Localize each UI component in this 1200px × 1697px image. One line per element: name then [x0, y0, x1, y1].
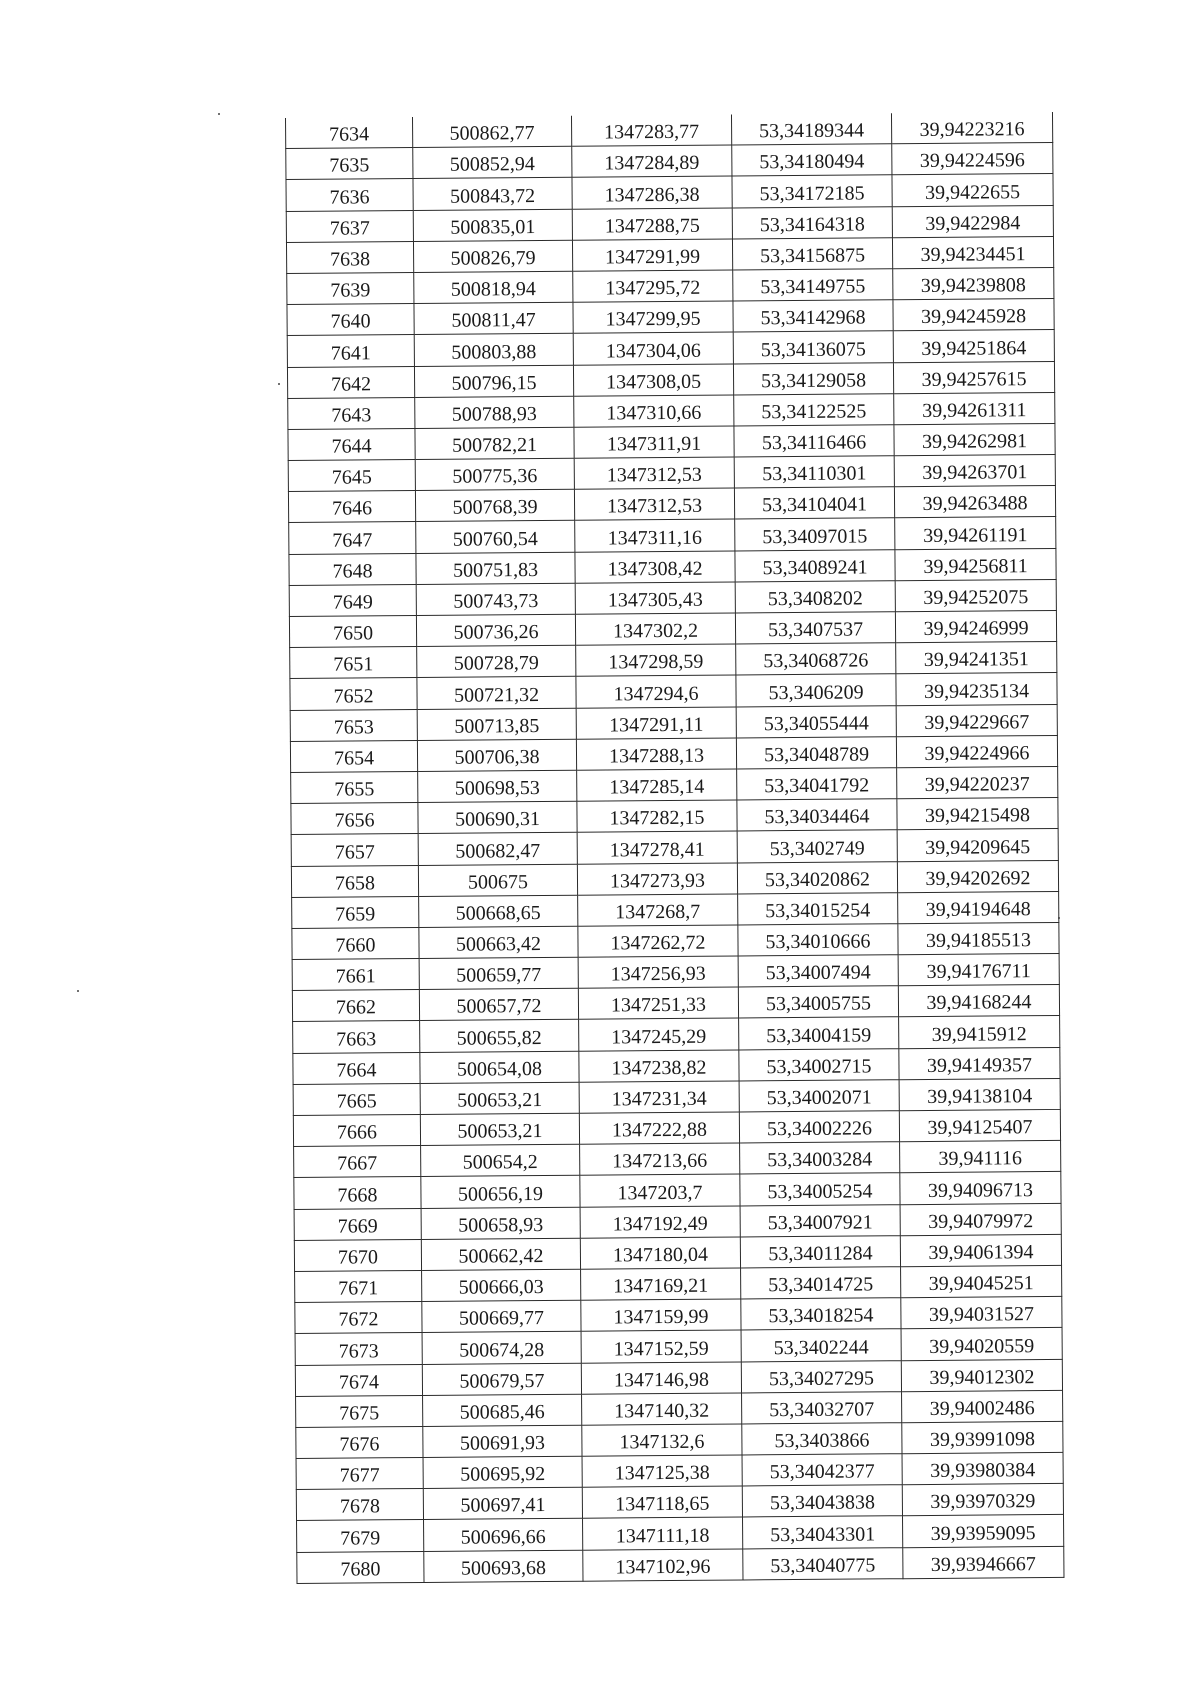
x-coordinate-cell: 500675 [418, 864, 577, 896]
x-coordinate-cell: 500662,42 [421, 1238, 580, 1270]
latitude-cell: 53,3406209 [736, 674, 896, 706]
y-coordinate-cell: 1347180,04 [580, 1237, 740, 1269]
longitude-cell: 39,94263701 [894, 455, 1055, 487]
latitude-cell: 53,34011284 [740, 1235, 900, 1267]
point-number-cell: 7646 [288, 491, 415, 523]
longitude-cell: 39,94215498 [897, 798, 1058, 830]
longitude-cell: 39,94168244 [898, 985, 1059, 1017]
y-coordinate-cell: 1347213,66 [580, 1143, 740, 1175]
longitude-cell: 39,94252075 [895, 579, 1056, 611]
longitude-cell: 39,94251864 [893, 330, 1054, 362]
latitude-cell: 53,34149755 [733, 269, 893, 301]
longitude-cell: 39,94224596 [892, 143, 1053, 175]
x-coordinate-cell: 500743,73 [416, 583, 575, 615]
latitude-cell: 53,3408202 [735, 581, 895, 613]
point-number-cell: 7641 [287, 335, 414, 367]
x-coordinate-cell: 500663,42 [419, 926, 578, 958]
latitude-cell: 53,34136075 [733, 331, 893, 363]
x-coordinate-cell: 500796,15 [414, 365, 573, 397]
y-coordinate-cell: 1347146,98 [581, 1361, 741, 1393]
point-number-cell: 7667 [294, 1146, 421, 1178]
point-number-cell: 7671 [295, 1270, 422, 1302]
longitude-cell: 39,93980384 [902, 1452, 1063, 1484]
y-coordinate-cell: 1347238,82 [579, 1050, 739, 1082]
table-row [297, 1546, 1064, 1583]
point-number-cell: 7661 [292, 959, 419, 991]
longitude-cell: 39,94261311 [894, 392, 1055, 424]
y-coordinate-cell: 1347282,15 [577, 800, 737, 832]
point-number-cell: 7649 [289, 584, 416, 616]
longitude-cell: 39,94220237 [897, 766, 1058, 798]
x-coordinate-cell: 500835,01 [413, 209, 572, 241]
longitude-cell: 39,94185513 [898, 922, 1059, 954]
y-coordinate-cell: 1347118,65 [582, 1486, 742, 1518]
x-coordinate-cell: 500862,77 [412, 116, 571, 148]
longitude-cell: 39,94262981 [894, 423, 1055, 455]
latitude-cell: 53,3407537 [735, 612, 895, 644]
x-coordinate-cell: 500751,83 [416, 552, 575, 584]
x-coordinate-cell: 500659,77 [419, 957, 578, 989]
latitude-cell: 53,34040775 [743, 1547, 903, 1579]
latitude-cell: 53,34041792 [737, 768, 897, 800]
y-coordinate-cell: 1347308,42 [575, 551, 735, 583]
latitude-cell: 53,34018254 [741, 1298, 901, 1330]
longitude-cell: 39,93946667 [903, 1546, 1064, 1578]
longitude-cell: 39,9422655 [892, 174, 1053, 206]
latitude-cell: 53,34048789 [736, 736, 896, 768]
x-coordinate-cell: 500654,2 [421, 1144, 580, 1176]
y-coordinate-cell: 1347299,95 [573, 301, 733, 333]
longitude-cell: 39,94235134 [896, 673, 1057, 705]
point-number-cell: 7675 [296, 1395, 423, 1427]
longitude-cell: 39,94125407 [899, 1109, 1060, 1141]
latitude-cell: 53,34164318 [732, 206, 892, 238]
latitude-cell: 53,34180494 [732, 144, 892, 176]
y-coordinate-cell: 1347111,18 [583, 1517, 743, 1549]
longitude-cell: 39,94002486 [902, 1390, 1063, 1422]
x-coordinate-cell: 500768,39 [415, 489, 574, 521]
y-coordinate-cell: 1347268,7 [578, 894, 738, 926]
point-number-cell: 7679 [297, 1520, 424, 1552]
longitude-cell: 39,93970329 [902, 1484, 1063, 1516]
x-coordinate-cell: 500775,36 [415, 458, 574, 490]
point-number-cell: 7662 [292, 990, 419, 1022]
x-coordinate-cell: 500691,93 [423, 1425, 582, 1457]
y-coordinate-cell: 1347278,41 [577, 831, 737, 863]
point-number-cell: 7636 [286, 179, 413, 211]
y-coordinate-cell: 1347308,05 [573, 363, 733, 395]
latitude-cell: 53,34004159 [739, 1017, 899, 1049]
point-number-cell: 7648 [289, 553, 416, 585]
latitude-cell: 53,34027295 [741, 1360, 901, 1392]
latitude-cell: 53,34014725 [741, 1267, 901, 1299]
latitude-cell: 53,34007494 [738, 955, 898, 987]
point-number-cell: 7666 [293, 1114, 420, 1146]
x-coordinate-cell: 500653,21 [420, 1113, 579, 1145]
y-coordinate-cell: 1347140,32 [582, 1393, 742, 1425]
latitude-cell: 53,34104041 [734, 487, 894, 519]
point-number-cell: 7643 [288, 397, 415, 429]
x-coordinate-cell: 500668,65 [419, 895, 578, 927]
latitude-cell: 53,34068726 [736, 643, 896, 675]
y-coordinate-cell: 1347132,6 [582, 1424, 742, 1456]
point-number-cell: 7657 [291, 834, 418, 866]
y-coordinate-cell: 1347312,53 [574, 457, 734, 489]
longitude-cell: 39,94194648 [898, 891, 1059, 923]
y-coordinate-cell: 1347222,88 [579, 1112, 739, 1144]
longitude-cell: 39,94241351 [896, 642, 1057, 674]
latitude-cell: 53,3402749 [737, 830, 897, 862]
y-coordinate-cell: 1347285,14 [577, 769, 737, 801]
latitude-cell: 53,3403866 [742, 1423, 902, 1455]
x-coordinate-cell: 500654,08 [420, 1051, 579, 1083]
y-coordinate-cell: 1347311,16 [575, 519, 735, 551]
latitude-cell: 53,34002071 [739, 1080, 899, 1112]
point-number-cell: 7653 [290, 709, 417, 741]
y-coordinate-cell: 1347291,99 [572, 239, 732, 271]
x-coordinate-cell: 500803,88 [414, 334, 573, 366]
longitude-cell: 39,94202692 [897, 860, 1058, 892]
point-number-cell: 7659 [292, 896, 419, 928]
latitude-cell: 53,34122525 [734, 393, 894, 425]
y-coordinate-cell: 1347262,72 [578, 925, 738, 957]
x-coordinate-cell: 500685,46 [423, 1394, 582, 1426]
point-number-cell: 7678 [296, 1489, 423, 1521]
longitude-cell: 39,94263488 [894, 486, 1055, 518]
latitude-cell: 53,34002715 [739, 1048, 899, 1080]
y-coordinate-cell: 1347310,66 [574, 395, 734, 427]
latitude-cell: 53,34129058 [733, 362, 893, 394]
longitude-cell: 39,94239808 [893, 267, 1054, 299]
point-number-cell: 7665 [293, 1083, 420, 1115]
y-coordinate-cell: 1347302,2 [575, 613, 735, 645]
point-number-cell: 7670 [294, 1239, 421, 1271]
point-number-cell: 7651 [290, 647, 417, 679]
longitude-cell: 39,94096713 [900, 1172, 1061, 1204]
latitude-cell: 53,34015254 [738, 892, 898, 924]
latitude-cell: 53,34055444 [736, 705, 896, 737]
longitude-cell: 39,94138104 [899, 1078, 1060, 1110]
y-coordinate-cell: 1347152,59 [581, 1330, 741, 1362]
longitude-cell: 39,94061394 [900, 1234, 1061, 1266]
latitude-cell: 53,34110301 [734, 456, 894, 488]
latitude-cell: 53,34032707 [742, 1391, 902, 1423]
x-coordinate-cell: 500697,41 [423, 1487, 582, 1519]
point-number-cell: 7656 [291, 803, 418, 835]
longitude-cell: 39,94256811 [895, 548, 1056, 580]
latitude-cell: 53,34116466 [734, 425, 894, 457]
y-coordinate-cell: 1347298,59 [576, 644, 736, 676]
x-coordinate-cell: 500669,77 [422, 1300, 581, 1332]
y-coordinate-cell: 1347192,49 [580, 1206, 740, 1238]
y-coordinate-cell: 1347284,89 [572, 145, 732, 177]
point-number-cell: 7680 [297, 1551, 424, 1583]
longitude-cell: 39,94229667 [896, 704, 1057, 736]
x-coordinate-cell: 500656,19 [421, 1176, 580, 1208]
latitude-cell: 53,34043301 [743, 1516, 903, 1548]
point-number-cell: 7650 [289, 615, 416, 647]
longitude-cell: 39,93959095 [902, 1515, 1063, 1547]
point-number-cell: 7640 [287, 304, 414, 336]
longitude-cell: 39,94234451 [892, 236, 1053, 268]
y-coordinate-cell: 1347102,96 [583, 1549, 743, 1581]
x-coordinate-cell: 500674,28 [422, 1332, 581, 1364]
x-coordinate-cell: 500657,72 [419, 988, 578, 1020]
latitude-cell: 53,34010666 [738, 924, 898, 956]
point-number-cell: 7668 [294, 1177, 421, 1209]
point-number-cell: 7654 [290, 740, 417, 772]
x-coordinate-cell: 500695,92 [423, 1456, 582, 1488]
scan-speck [218, 113, 220, 115]
longitude-cell: 39,941116 [900, 1141, 1061, 1173]
y-coordinate-cell: 1347169,21 [581, 1268, 741, 1300]
longitude-cell: 39,94224966 [896, 735, 1057, 767]
point-number-cell: 7635 [286, 148, 413, 180]
latitude-cell: 53,34156875 [732, 237, 892, 269]
longitude-cell: 39,94261191 [895, 517, 1056, 549]
x-coordinate-cell: 500713,85 [417, 708, 576, 740]
latitude-cell: 53,34005755 [738, 986, 898, 1018]
x-coordinate-cell: 500782,21 [415, 427, 574, 459]
y-coordinate-cell: 1347231,34 [579, 1081, 739, 1113]
point-number-cell: 7638 [286, 241, 413, 273]
latitude-cell: 53,3402244 [741, 1329, 901, 1361]
x-coordinate-cell: 500721,32 [417, 677, 576, 709]
y-coordinate-cell: 1347256,93 [578, 956, 738, 988]
latitude-cell: 53,34034464 [737, 799, 897, 831]
coordinates-table-body [285, 112, 1063, 1583]
x-coordinate-cell: 500679,57 [422, 1363, 581, 1395]
latitude-cell: 53,34005254 [740, 1173, 900, 1205]
latitude-cell: 53,34020862 [737, 861, 897, 893]
y-coordinate-cell: 1347125,38 [582, 1455, 742, 1487]
point-number-cell: 7663 [293, 1021, 420, 1053]
x-coordinate-cell: 500811,47 [414, 302, 573, 334]
y-coordinate-cell: 1347245,29 [579, 1018, 739, 1050]
x-coordinate-cell: 500788,93 [415, 396, 574, 428]
y-coordinate-cell: 1347295,72 [573, 270, 733, 302]
point-number-cell: 7672 [295, 1302, 422, 1334]
point-number-cell: 7677 [296, 1458, 423, 1490]
x-coordinate-cell: 500693,68 [424, 1550, 583, 1582]
y-coordinate-cell: 1347304,06 [573, 332, 733, 364]
longitude-cell: 39,94045251 [901, 1265, 1062, 1297]
point-number-cell: 7647 [289, 522, 416, 554]
y-coordinate-cell: 1347286,38 [572, 176, 732, 208]
x-coordinate-cell: 500658,93 [421, 1207, 580, 1239]
longitude-cell: 39,9415912 [899, 1016, 1060, 1048]
point-number-cell: 7660 [292, 927, 419, 959]
x-coordinate-cell: 500728,79 [417, 645, 576, 677]
longitude-cell: 39,94176711 [898, 954, 1059, 986]
longitude-cell: 39,94223216 [891, 112, 1052, 144]
y-coordinate-cell: 1347283,77 [571, 114, 731, 146]
x-coordinate-cell: 500655,82 [420, 1020, 579, 1052]
y-coordinate-cell: 1347312,53 [574, 488, 734, 520]
y-coordinate-cell: 1347159,99 [581, 1299, 741, 1331]
x-coordinate-cell: 500826,79 [413, 240, 572, 272]
y-coordinate-cell: 1347311,91 [574, 426, 734, 458]
latitude-cell: 53,34003284 [740, 1142, 900, 1174]
x-coordinate-cell: 500843,72 [413, 178, 572, 210]
longitude-cell: 39,94020559 [901, 1328, 1062, 1360]
longitude-cell: 39,94246999 [895, 610, 1056, 642]
x-coordinate-cell: 500653,21 [420, 1082, 579, 1114]
point-number-cell: 7637 [286, 210, 413, 242]
point-number-cell: 7669 [294, 1208, 421, 1240]
latitude-cell: 53,34007921 [740, 1204, 900, 1236]
latitude-cell: 53,34089241 [735, 549, 895, 581]
scan-speck [77, 990, 79, 992]
longitude-cell: 39,9422984 [892, 205, 1053, 237]
x-coordinate-cell: 500696,66 [424, 1519, 583, 1551]
y-coordinate-cell: 1347294,6 [576, 675, 736, 707]
coordinates-table [285, 112, 1064, 1584]
y-coordinate-cell: 1347288,13 [576, 738, 736, 770]
point-number-cell: 7664 [293, 1052, 420, 1084]
x-coordinate-cell: 500736,26 [416, 614, 575, 646]
x-coordinate-cell: 500818,94 [414, 271, 573, 303]
longitude-cell: 39,93991098 [902, 1421, 1063, 1453]
point-number-cell: 7644 [288, 428, 415, 460]
y-coordinate-cell: 1347305,43 [575, 582, 735, 614]
point-number-cell: 7634 [285, 117, 412, 149]
longitude-cell: 39,94031527 [901, 1297, 1062, 1329]
longitude-cell: 39,94245928 [893, 299, 1054, 331]
point-number-cell: 7673 [295, 1333, 422, 1365]
point-number-cell: 7658 [291, 865, 418, 897]
x-coordinate-cell: 500698,53 [418, 770, 577, 802]
latitude-cell: 53,34189344 [731, 113, 891, 145]
x-coordinate-cell: 500666,03 [422, 1269, 581, 1301]
longitude-cell: 39,94012302 [901, 1359, 1062, 1391]
x-coordinate-cell: 500682,47 [418, 833, 577, 865]
y-coordinate-cell: 1347203,7 [580, 1174, 740, 1206]
y-coordinate-cell: 1347273,93 [577, 862, 737, 894]
latitude-cell: 53,34042377 [742, 1454, 902, 1486]
point-number-cell: 7655 [291, 771, 418, 803]
latitude-cell: 53,34002226 [739, 1111, 899, 1143]
point-number-cell: 7652 [290, 678, 417, 710]
x-coordinate-cell: 500706,38 [417, 739, 576, 771]
x-coordinate-cell: 500852,94 [413, 146, 572, 178]
longitude-cell: 39,94209645 [897, 829, 1058, 861]
longitude-cell: 39,94079972 [900, 1203, 1061, 1235]
point-number-cell: 7639 [287, 272, 414, 304]
longitude-cell: 39,94257615 [893, 361, 1054, 393]
point-number-cell: 7642 [287, 366, 414, 398]
point-number-cell: 7676 [296, 1426, 423, 1458]
y-coordinate-cell: 1347251,33 [578, 987, 738, 1019]
latitude-cell: 53,34172185 [732, 175, 892, 207]
x-coordinate-cell: 500690,31 [418, 801, 577, 833]
point-number-cell: 7674 [295, 1364, 422, 1396]
point-number-cell: 7645 [288, 460, 415, 492]
x-coordinate-cell: 500760,54 [416, 521, 575, 553]
latitude-cell: 53,34043838 [742, 1485, 902, 1517]
longitude-cell: 39,94149357 [899, 1047, 1060, 1079]
latitude-cell: 53,34142968 [733, 300, 893, 332]
scan-speck [278, 383, 280, 385]
y-coordinate-cell: 1347288,75 [572, 208, 732, 240]
latitude-cell: 53,34097015 [735, 518, 895, 550]
y-coordinate-cell: 1347291,11 [576, 707, 736, 739]
